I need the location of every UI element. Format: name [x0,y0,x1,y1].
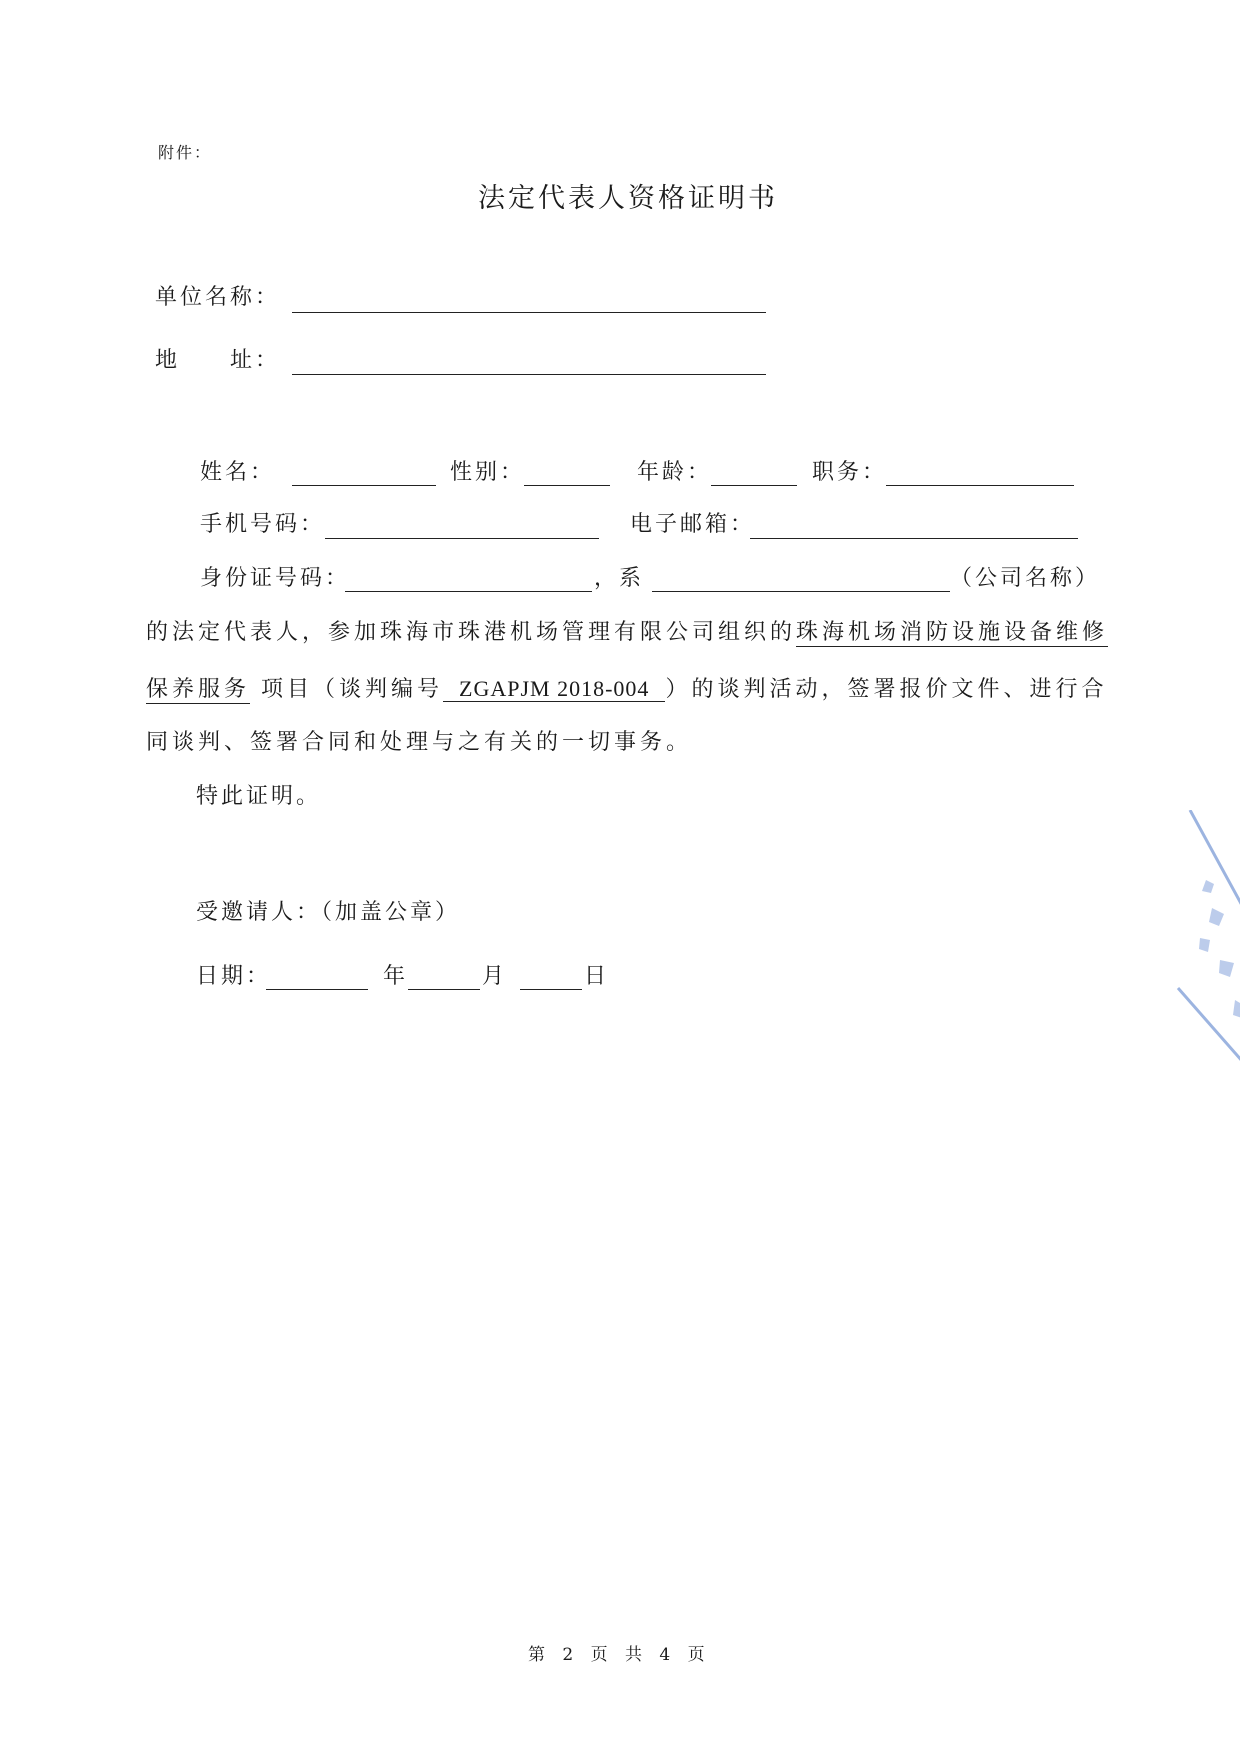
address-field[interactable] [292,374,766,375]
negotiation-number: ZGAPJM 2018-004 [443,676,665,702]
year-label: 年 [383,964,409,989]
body-line-2-suffix: ）的谈判活动，签署报价文件、进行合 [665,677,1108,702]
id-number-field[interactable] [345,591,592,592]
body-line-1 [146,618,1108,648]
mobile-field[interactable] [325,538,599,539]
body-line-2 [146,674,1107,705]
position-field[interactable] [886,485,1074,486]
age-label: 年龄： [637,460,713,485]
mobile-label: 手机号码： [200,512,326,537]
year-field[interactable] [266,989,368,990]
body-line-2-mid: 项目（谈判编号 [261,677,444,702]
company-name-hint: （公司名称） [950,566,1101,591]
name-field[interactable] [292,485,436,486]
document-title: 法定代表人资格证明书 [478,183,778,214]
attachment-label: 附件： [158,143,213,162]
position-label: 职务： [812,460,888,485]
age-field[interactable] [711,485,797,486]
id-number-label: 身份证号码： [200,566,351,591]
month-field[interactable] [408,989,480,990]
body-line-3: 同谈判、签署合同和处理与之有关的一切事务。 [146,730,693,755]
date-label: 日期： [196,964,272,989]
project-name-part-1: 珠海机场消防设施设备维修 [796,620,1109,645]
gender-field[interactable] [524,485,610,486]
email-field[interactable] [750,538,1078,539]
invitee-seal-label: 受邀请人：（加盖公章） [196,900,461,925]
email-label: 电子邮箱： [630,512,756,537]
official-seal-fragment [1160,810,1240,1070]
gender-label: 性别： [450,460,526,485]
hereby-certify: 特此证明。 [196,784,322,809]
address-label: 地 址： [155,348,281,373]
body-line-1-prefix: 的法定代表人，参加珠海市珠港机场管理有限公司组织的 [146,620,797,645]
day-label: 日 [584,964,610,989]
unit-name-label: 单位名称： [155,285,281,310]
page-footer: 第 2 页 共 4 页 [528,1645,711,1665]
company-name-field[interactable] [652,591,950,592]
id-number-suffix: ，系 [594,566,645,591]
name-label: 姓名： [200,460,276,485]
day-field[interactable] [520,989,582,990]
unit-name-field[interactable] [292,312,766,313]
month-label: 月 [482,964,508,989]
project-name-part-2: 保养服务 [146,677,251,702]
